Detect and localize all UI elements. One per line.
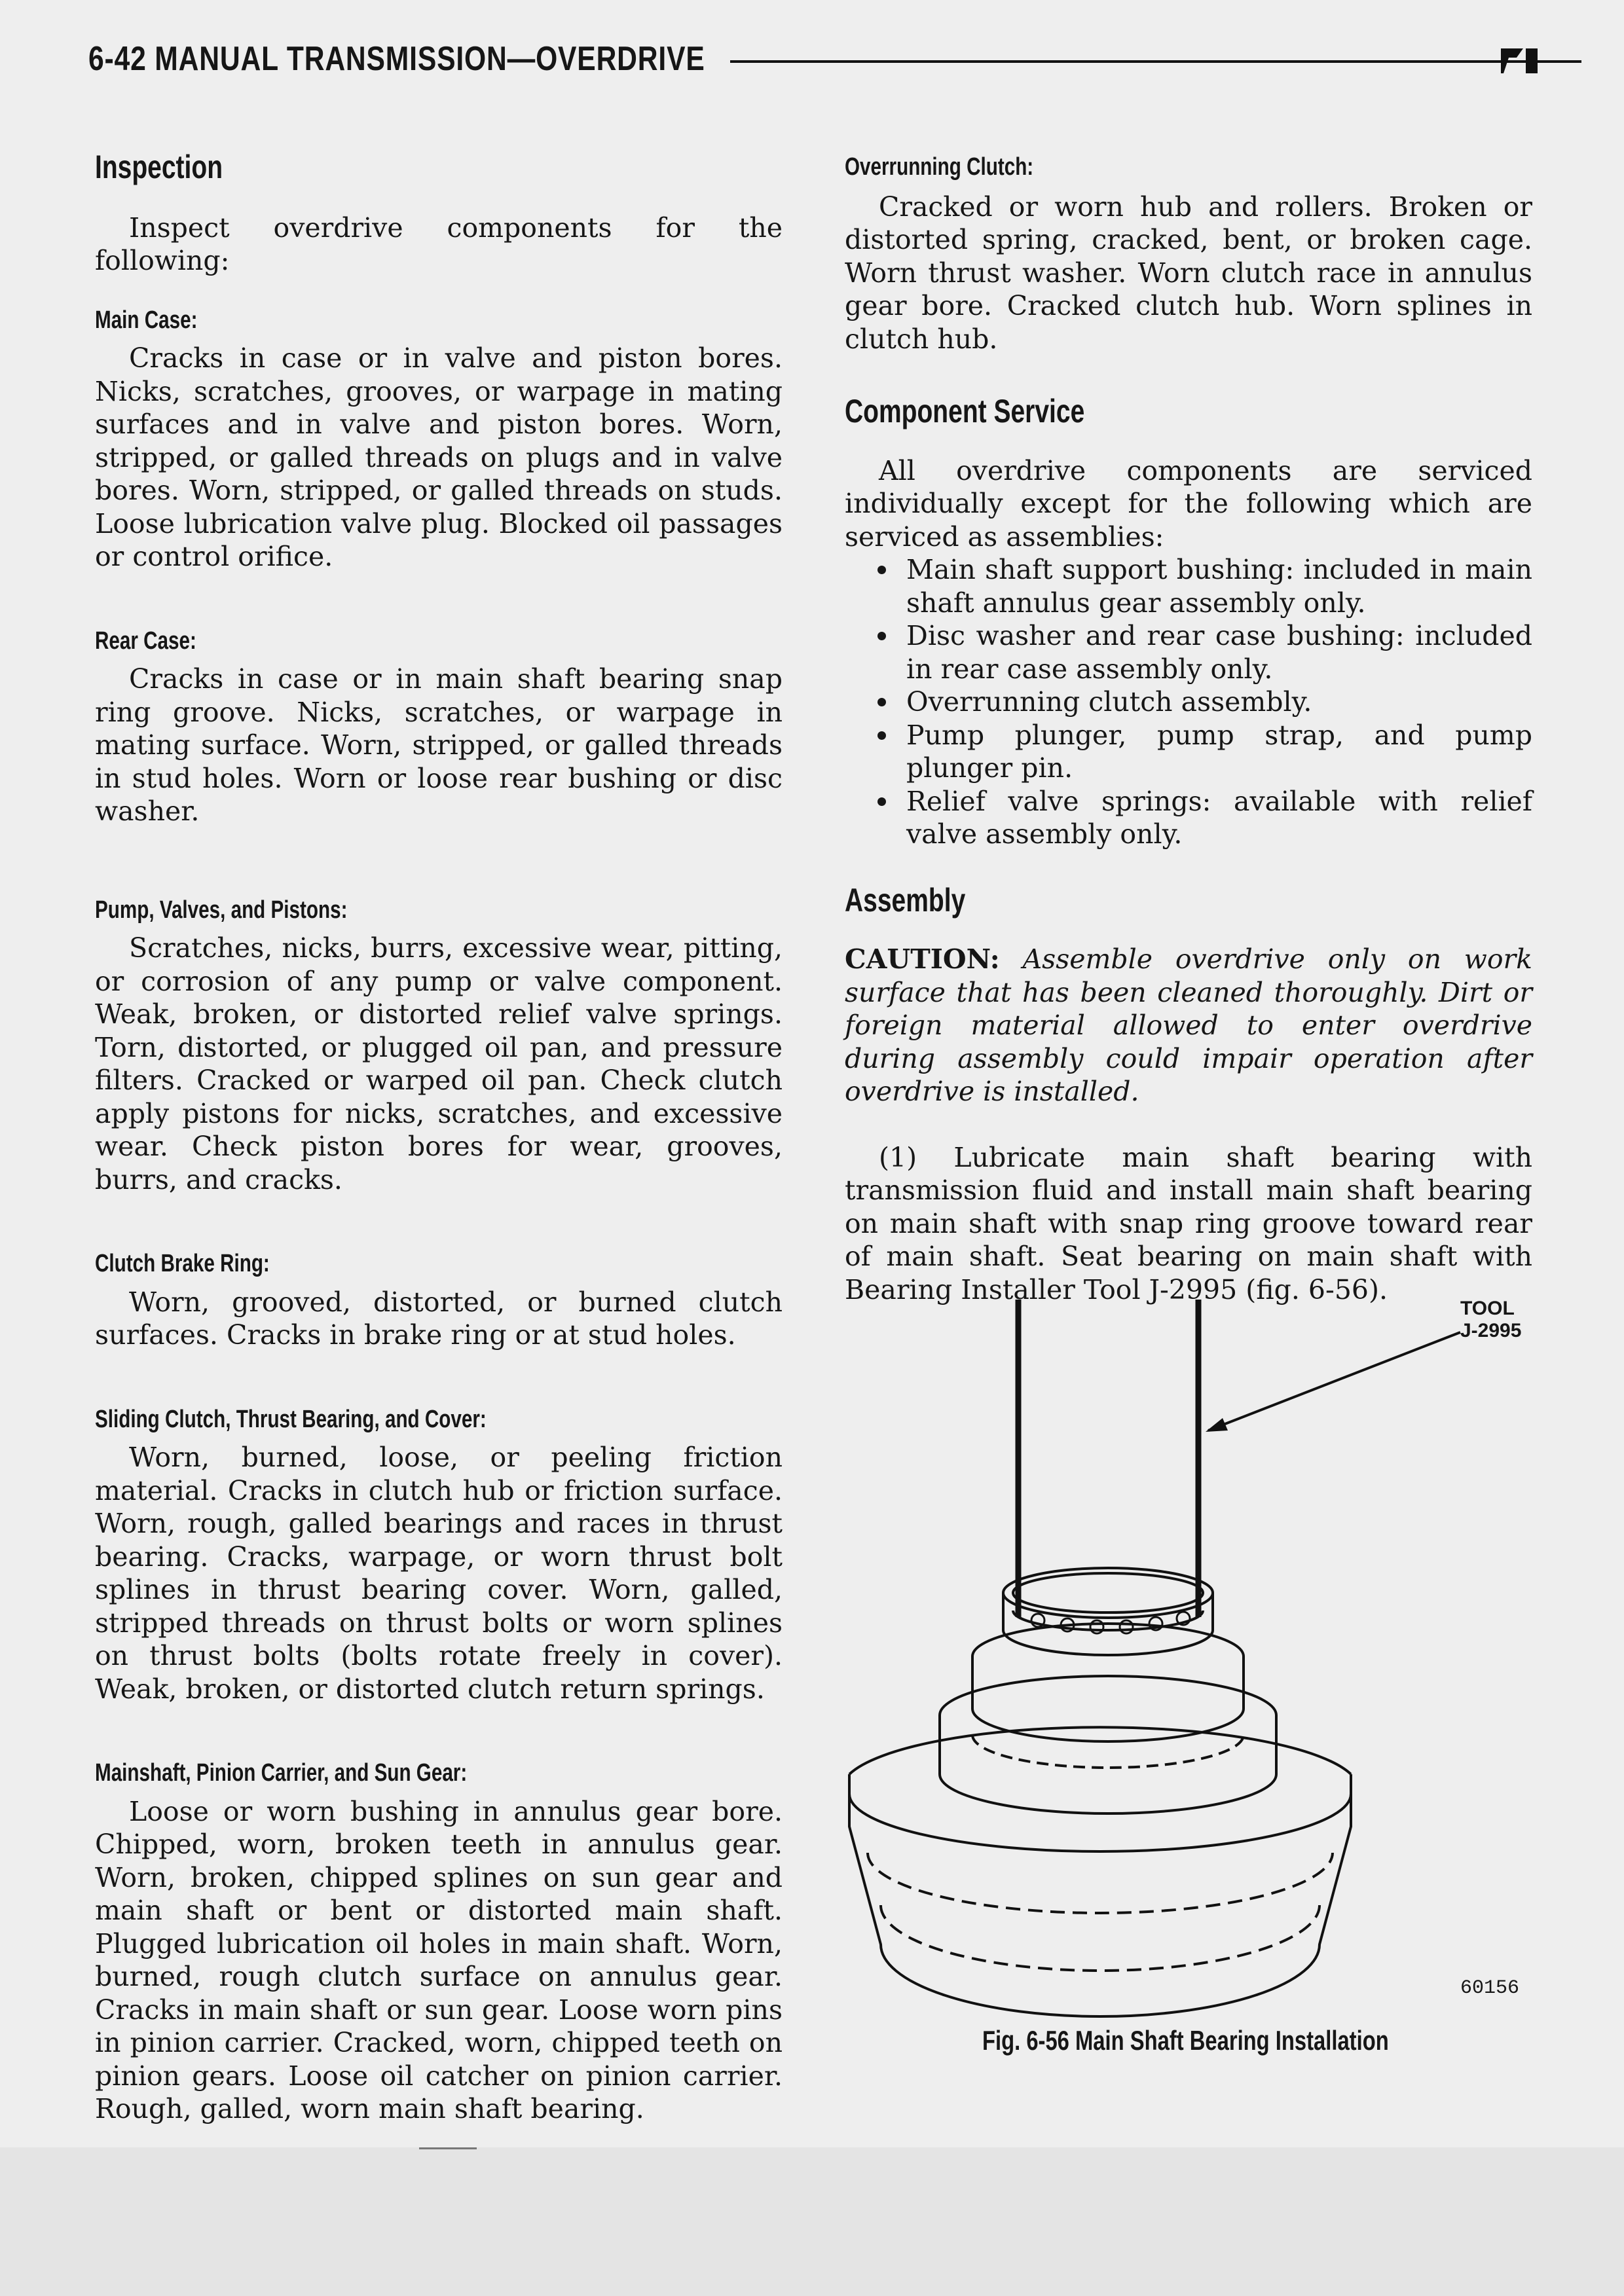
figure-6-56 (841, 1290, 1549, 2075)
main-case-title: Main Case: (95, 306, 198, 334)
component-service-text: All overdrive components are serviced individually except for the following which are serviced as assemblies: (845, 454, 1532, 553)
rear-case-text: Cracks in case or in main shaft bearing snap ring groove. Nicks, scratches, or warpage in mating surface. Worn, stripped, or galled threads in stud holes. Worn or loose rear bushing or disc washer. (95, 663, 783, 827)
figure-id: 60156 (1460, 1977, 1520, 1999)
footer-mark (419, 2147, 477, 2149)
clutch-brake-ring-title: Clutch Brake Ring: (95, 1250, 270, 1277)
pump-title: Pump, Valves, and Pistons: (95, 896, 348, 924)
main-case-text: Cracks in case or in valve and piston bores. Nicks, scratches, grooves, or warpage in mating surfaces and in valve and piston bores. Worn, stripped, or galled threads on plugs and in valve bores. Worn, stripped, or galled threads on studs. Loose lubrication valve plug. Blocked oil passages or control orifice. (95, 342, 783, 572)
sliding-clutch-text: Worn, burned, loose, or peeling friction material. Cracks in clutch hub or friction surface. Worn, rough, galled bearings and races in thrust bearing. Cracks, warpage, or worn thrust bolt splines in thrust bearing cover. Worn, galled, stripped threads on thrust bolts or worn splines on thrust bolts (bolts rotate freely in cover). Weak, broken, or distorted clutch return springs. (95, 1442, 783, 1705)
inspection-heading: Inspection (95, 149, 223, 185)
pump-text: Scratches, nicks, burrs, excessive wear, pitting, or corrosion of any pump or valve component. Weak, broken, or distorted relief valve springs. Torn, distorted, or plugged oil pan, and pressure filters. Cracked or warped oil pan. Check clutch apply pistons for nicks, scratches, and excessive wear. Check piston bores for wear, grooves, burrs, and cracks. (95, 932, 783, 1195)
callout-line-1: TOOL (1460, 1298, 1515, 1319)
caution-text: Assemble overdrive only on work surface that has been cleaned thoroughly. Dirt or foreign material allowed to enter overdrive during assembly could impair operation after overdrive is installed. (845, 943, 1532, 1107)
inspection-intro: Inspect overdrive components for the following: (95, 211, 783, 276)
list-item: Overrunning clutch assembly. (877, 685, 1532, 719)
list-item: Pump plunger, pump strap, and pump plunger pin. (877, 719, 1532, 785)
mainshaft-text: Loose or worn bushing in annulus gear bore. Chipped, worn, broken teeth in annulus gear. Worn, broken, chipped splines on sun gear and main shaft or bent or distorted main shaft. Plugged lubrication oil holes in main shaft. Worn, burned, rough clutch surface on annulus gear. Cracks in main shaft or sun gear. Loose worn pins in pinion carrier. Cracked, worn, chipped teeth on pinion gears. Loose oil catcher on pinion carrier. Rough, galled, worn main shaft bearing. (95, 1795, 783, 2124)
list-item: Disc washer and rear case bushing: included in rear case assembly only. (877, 619, 1532, 685)
assembly-step-1: (1) Lubricate main shaft bearing with transmission fluid and install main shaft bearing on main shaft with snap ring groove toward rear of main shaft. Seat bearing on main shaft with Bearing Installer Tool J-2995 (fig. 6-56). (845, 1141, 1532, 1305)
rear-case-title: Rear Case: (95, 627, 196, 655)
bearing-installation-illustration (841, 1290, 1549, 2075)
figure-caption: Fig. 6-56 Main Shaft Bearing Installation (982, 2025, 1389, 2056)
tool-callout-label (1460, 1298, 1521, 1342)
list-item: Main shaft support bushing: included in main shaft annulus gear assembly only. (877, 553, 1532, 619)
caution-label: CAUTION: (845, 943, 1000, 975)
caution-paragraph (845, 943, 1532, 1108)
overrunning-clutch-title: Overrunning Clutch: (845, 153, 1034, 181)
pentastar-logo-icon (1501, 45, 1539, 73)
header-rule (730, 60, 1581, 63)
serviced-assemblies-list (845, 553, 1532, 851)
callout-line-2: J-2995 (1460, 1320, 1522, 1341)
clutch-brake-ring-text: Worn, grooved, distorted, or burned clutch surfaces. Cracks in brake ring or at stud holes. (95, 1286, 783, 1351)
left-column (95, 151, 783, 2126)
assembly-heading: Assembly (845, 881, 966, 919)
sliding-clutch-title: Sliding Clutch, Thrust Bearing, and Cover: (95, 1405, 487, 1433)
list-item: Relief valve springs: available with relief valve assembly only. (877, 785, 1532, 851)
page-title: 6-42 MANUAL TRANSMISSION—OVERDRIVE (88, 40, 705, 78)
mainshaft-title: Mainshaft, Pinion Carrier, and Sun Gear: (95, 1759, 468, 1787)
component-service-heading: Component Service (845, 393, 1085, 429)
right-column (845, 151, 1532, 1306)
overrunning-clutch-text: Cracked or worn hub and rollers. Broken or distorted spring, cracked, bent, or broken cage. Worn thrust washer. Worn clutch race in annulus gear bore. Cracked clutch hub. Worn splines in clutch hub. (845, 191, 1532, 355)
page-header (88, 39, 1539, 85)
